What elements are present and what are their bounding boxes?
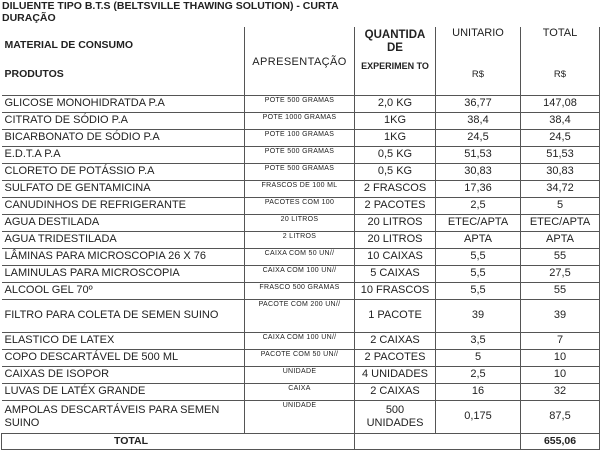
unit-price-cell: ETEC/APTA: [436, 214, 521, 231]
quantity-cell: 2 CAIXAS: [355, 383, 436, 400]
unit-price-cell: 36,77: [436, 95, 521, 112]
total-cell: APTA: [521, 231, 600, 248]
quantity-cell: 1KG: [355, 129, 436, 146]
presentation-cell: CAIXA COM 50 UN//: [245, 248, 355, 265]
product-cell: CAIXAS DE ISOPOR: [2, 366, 245, 383]
table-row: [2, 349, 600, 366]
total-cell: 24,5: [521, 129, 600, 146]
total-cell: 30,83: [521, 163, 600, 180]
quantity-cell: 0,5 KG: [355, 146, 436, 163]
table-row: [2, 95, 600, 112]
table-row: [2, 163, 600, 180]
presentation-cell: PACOTES COM 100: [245, 197, 355, 214]
quantity-cell: 4 UNIDADES: [355, 366, 436, 383]
unit-price-cell: 24,5: [436, 129, 521, 146]
unit-price-cell: 17,36: [436, 180, 521, 197]
presentation-cell: POTE 500 GRAMAS: [245, 146, 355, 163]
product-cell: BICARBONATO DE SÓDIO P.A: [2, 129, 245, 146]
quantity-cell: 500 UNIDADES: [355, 400, 436, 433]
unit-price-cell: 3,5: [436, 332, 521, 349]
total-currency: R$: [553, 69, 567, 80]
total-cell: 10: [521, 349, 600, 366]
quantity-cell: 2 CAIXAS: [355, 332, 436, 349]
unit-price-cell: APTA: [436, 231, 521, 248]
presentation-cell: POTE 500 GRAMAS: [245, 95, 355, 112]
presentation-cell: FRASCOS DE 100 ML: [245, 180, 355, 197]
total-cell: 51,53: [521, 146, 600, 163]
table-row: [2, 197, 600, 214]
product-cell: CLORETO DE POTÁSSIO P.A: [2, 163, 245, 180]
column-header-produtos: [2, 27, 245, 95]
total-cell: 27,5: [521, 265, 600, 282]
product-cell: FILTRO PARA COLETA DE SEMEN SUINO: [2, 299, 245, 332]
quantity-cell: 1KG: [355, 112, 436, 129]
total-row: [2, 433, 600, 449]
presentation-cell: PACOTE COM 50 UN//: [245, 349, 355, 366]
presentation-cell: FRASCO 500 GRAMAS: [245, 282, 355, 299]
table-row: [2, 146, 600, 163]
grand-total-value: 655,06: [521, 433, 600, 449]
unit-price-cell: 0,175: [436, 400, 521, 433]
material-label: MATERIAL DE CONSUMO: [4, 38, 134, 51]
total-cell: 10: [521, 366, 600, 383]
table-row: [2, 366, 600, 383]
unit-price-cell: 2,5: [436, 366, 521, 383]
product-cell: CITRATO DE SÓDIO P.A: [2, 112, 245, 129]
product-cell: E.D.T.A P.A: [2, 146, 245, 163]
total-cell: 87,5: [521, 400, 600, 433]
presentation-cell: POTE 500 GRAMAS: [245, 163, 355, 180]
product-cell: LÂMINAS PARA MICROSCOPIA 26 X 76: [2, 248, 245, 265]
product-cell: GLICOSE MONOHIDRATDA P.A: [2, 95, 245, 112]
total-cell: 55: [521, 282, 600, 299]
product-cell: ELASTICO DE LATEX: [2, 332, 245, 349]
unit-price-cell: 30,83: [436, 163, 521, 180]
quantity-cell: 20 LITROS: [355, 214, 436, 231]
total-label: TOTAL: [542, 27, 578, 39]
product-cell: LUVAS DE LATÉX GRANDE: [2, 383, 245, 400]
presentation-cell: 2 LITROS: [245, 231, 355, 248]
header-row: [2, 27, 600, 95]
unit-price-cell: 51,53: [436, 146, 521, 163]
quantidade-label: QUANTIDA DE: [364, 29, 426, 54]
title-line-2: DURAÇÃO: [2, 12, 56, 24]
column-header-total: [521, 27, 600, 95]
table-row: [2, 129, 600, 146]
quantity-cell: 0,5 KG: [355, 163, 436, 180]
quantity-cell: 2 PACOTES: [355, 197, 436, 214]
total-cell: 55: [521, 248, 600, 265]
total-row-label: TOTAL: [2, 433, 355, 449]
table-row: [2, 214, 600, 231]
unitario-currency: R$: [471, 69, 485, 80]
unit-price-cell: 38,4: [436, 112, 521, 129]
quantity-cell: 1 PACOTE: [355, 299, 436, 332]
presentation-cell: UNIDADE: [245, 400, 355, 433]
presentation-cell: CAIXA COM 100 UN//: [245, 265, 355, 282]
unit-price-cell: 5: [436, 349, 521, 366]
budget-table: [1, 27, 600, 450]
table-row: [2, 180, 600, 197]
presentation-cell: PACOTE COM 200 UN//: [245, 299, 355, 332]
total-cell: 5: [521, 197, 600, 214]
total-cell: 38,4: [521, 112, 600, 129]
table-row: [2, 265, 600, 282]
column-header-apresentacao: APRESENTAÇÃO: [245, 27, 355, 95]
presentation-cell: CAIXA: [245, 383, 355, 400]
document-title: [2, 0, 339, 24]
unit-price-cell: 5,5: [436, 282, 521, 299]
unitario-label: UNITARIO: [452, 27, 504, 39]
column-header-unitario: [436, 27, 521, 95]
table-row: [2, 248, 600, 265]
quantity-cell: 10 CAIXAS: [355, 248, 436, 265]
quantidade-sublabel: EXPERIMEN TO: [361, 61, 429, 71]
product-cell: SULFATO DE GENTAMICINA: [2, 180, 245, 197]
table-body: [2, 27, 600, 449]
total-row-spacer: [355, 433, 521, 449]
presentation-cell: CAIXA COM 100 UN//: [245, 332, 355, 349]
total-cell: 32: [521, 383, 600, 400]
product-cell: COPO DESCARTÁVEL DE 500 ML: [2, 349, 245, 366]
total-cell: 39: [521, 299, 600, 332]
total-cell: 7: [521, 332, 600, 349]
table-row: [2, 231, 600, 248]
quantity-cell: 20 LITROS: [355, 231, 436, 248]
quantity-cell: 2 PACOTES: [355, 349, 436, 366]
table-row: [2, 112, 600, 129]
product-cell: AMPOLAS DESCARTÁVEIS PARA SEMEN SUINO: [2, 400, 245, 433]
title-line-1: DILUENTE TIPO B.T.S (BELTSVILLE THAWING SOLUTION) - CURTA: [2, 0, 339, 12]
presentation-cell: POTE 1000 GRAMAS: [245, 112, 355, 129]
produtos-label: PRODUTOS: [4, 67, 64, 80]
unit-price-cell: 5,5: [436, 265, 521, 282]
unit-price-cell: 16: [436, 383, 521, 400]
quantity-cell: 2 FRASCOS: [355, 180, 436, 197]
quantity-cell: 5 CAIXAS: [355, 265, 436, 282]
table-row: [2, 299, 600, 332]
table-row: [2, 332, 600, 349]
total-cell: ETEC/APTA: [521, 214, 600, 231]
presentation-cell: POTE 100 GRAMAS: [245, 129, 355, 146]
product-cell: LAMINULAS PARA MICROSCOPIA: [2, 265, 245, 282]
unit-price-cell: 39: [436, 299, 521, 332]
quantity-cell: 10 FRASCOS: [355, 282, 436, 299]
presentation-cell: 20 LITROS: [245, 214, 355, 231]
presentation-cell: UNIDADE: [245, 366, 355, 383]
product-cell: AGUA DESTILADA: [2, 214, 245, 231]
unit-price-cell: 5,5: [436, 248, 521, 265]
product-cell: ALCOOL GEL 70º: [2, 282, 245, 299]
product-cell: AGUA TRIDESTILADA: [2, 231, 245, 248]
column-header-quantidade: [355, 27, 436, 95]
unit-price-cell: 2,5: [436, 197, 521, 214]
quantity-cell: 2,0 KG: [355, 95, 436, 112]
table-row: [2, 383, 600, 400]
total-cell: 34,72: [521, 180, 600, 197]
product-cell: CANUDINHOS DE REFRIGERANTE: [2, 197, 245, 214]
total-cell: 147,08: [521, 95, 600, 112]
table-row: [2, 400, 600, 433]
table-row: [2, 282, 600, 299]
